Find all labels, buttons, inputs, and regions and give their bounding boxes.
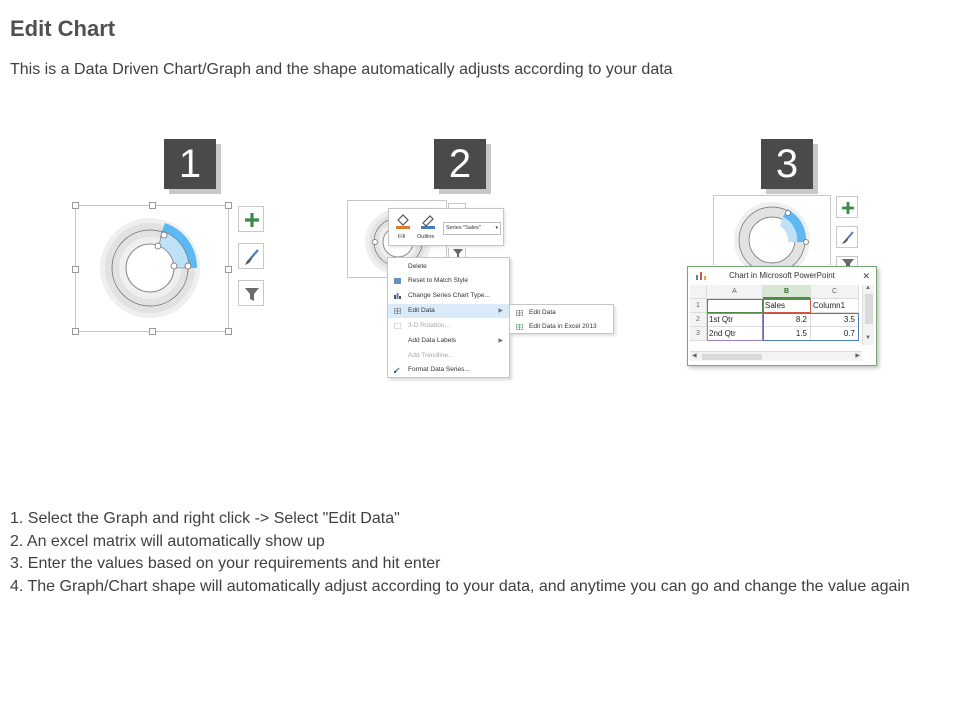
page-title: Edit Chart (10, 16, 116, 41)
selection-point[interactable] (161, 232, 167, 238)
scroll-left-icon[interactable]: ◀ (692, 353, 697, 359)
cell-b1[interactable]: Sales (763, 299, 811, 313)
submenu-arrow-icon: ▶ (498, 338, 503, 344)
cell-a1[interactable] (707, 299, 763, 313)
step-badge-2: 2 (434, 139, 486, 189)
resize-handle[interactable] (225, 266, 232, 273)
resize-handle[interactable] (149, 328, 156, 335)
edit-data-icon (516, 310, 523, 316)
excel-window (687, 266, 877, 366)
select-all-corner[interactable] (690, 285, 707, 299)
excel-icon (516, 324, 523, 330)
scrollbar-thumb[interactable] (702, 354, 762, 360)
row-header[interactable]: 3 (690, 327, 707, 341)
chart-elements-button[interactable] (238, 206, 264, 232)
resize-handle[interactable] (225, 328, 232, 335)
cell-a2[interactable]: 1st Qtr (707, 313, 763, 327)
scroll-right-icon[interactable]: ▶ (855, 353, 860, 359)
brush-icon (239, 244, 265, 270)
edit-data-submenu (509, 304, 614, 334)
menu-item-format-data-series[interactable]: Format Data Series... (388, 363, 509, 377)
doughnut-chart-1[interactable] (95, 213, 205, 323)
instruction-step: 4. The Graph/Chart shape will automatically adjust according to your data, and anytime you can go and change the value again (10, 577, 910, 595)
menu-item-delete[interactable]: Delete (408, 263, 427, 270)
horizontal-scrollbar[interactable] (690, 351, 862, 361)
instruction-step: 1. Select the Graph and right click -> Select "Edit Data" (10, 510, 400, 527)
menu-item-add-data-labels[interactable]: Add Data Labels ▶ (388, 334, 509, 348)
outline-label[interactable]: Outline (417, 234, 435, 240)
menu-item-reset-style[interactable]: Reset to Match Style (388, 274, 509, 288)
mini-toolbar (388, 208, 504, 246)
selection-point[interactable] (373, 240, 378, 245)
series-select[interactable] (443, 222, 501, 235)
submenu-item-edit-in-excel[interactable]: Edit Data in Excel 2013 (510, 320, 613, 334)
scroll-up-icon[interactable]: ▲ (865, 285, 871, 291)
chart-filters-button[interactable] (238, 280, 264, 306)
scroll-down-icon[interactable]: ▼ (865, 335, 871, 341)
excel-window-title: Chart in Microsoft PowerPoint (729, 271, 835, 280)
cell-b2[interactable]: 8.2 (763, 313, 811, 327)
reset-icon (394, 278, 401, 284)
filter-icon (239, 281, 265, 307)
submenu-arrow-icon: ▶ (498, 308, 503, 314)
doughnut-chart-3[interactable] (727, 200, 817, 266)
vertical-scrollbar[interactable] (862, 285, 874, 345)
resize-handle[interactable] (72, 202, 79, 209)
chart-styles-button[interactable] (836, 226, 858, 248)
step-badge-1: 1 (164, 139, 216, 189)
chart-filters-button[interactable] (836, 256, 858, 266)
selection-point[interactable] (786, 211, 791, 216)
selection-point[interactable] (185, 263, 191, 269)
close-icon[interactable]: ✕ (862, 271, 870, 281)
outline-pen-icon[interactable] (420, 213, 436, 229)
series-select-value: Series "Sales" (446, 225, 481, 231)
column-header-b[interactable]: B (763, 285, 811, 299)
submenu-item-edit-data[interactable]: Edit Data (510, 306, 613, 320)
selection-point[interactable] (804, 240, 809, 245)
row-header[interactable]: 2 (690, 313, 707, 327)
format-icon (394, 367, 401, 373)
selection-point[interactable] (155, 243, 161, 249)
menu-item-add-trendline[interactable]: Add Trendline... (408, 352, 454, 359)
chevron-down-icon: ▾ (495, 225, 498, 231)
menu-item-3d-rotation[interactable]: 3-D Rotation... (388, 319, 509, 333)
cell-c3[interactable]: 0.7 (811, 327, 859, 341)
step-badge-3: 3 (761, 139, 813, 189)
instruction-step: 3. Enter the values based on your requirements and hit enter (10, 555, 441, 573)
doughnut-hole (127, 245, 173, 291)
plus-icon (239, 207, 265, 233)
resize-handle[interactable] (225, 202, 232, 209)
resize-handle[interactable] (149, 202, 156, 209)
edit-data-icon (394, 308, 401, 314)
fill-label[interactable]: Fill (398, 234, 406, 240)
chart-type-icon (394, 293, 401, 299)
instructions (10, 508, 945, 598)
instruction-step: 2. An excel matrix will automatically show up (10, 532, 325, 550)
chart-styles-button[interactable] (238, 243, 264, 269)
cell-b3[interactable]: 1.5 (763, 327, 811, 341)
brush-icon (837, 227, 859, 249)
resize-handle[interactable] (72, 328, 79, 335)
menu-item-edit-data[interactable]: Edit Data ▶ (388, 304, 509, 318)
scrollbar-thumb[interactable] (865, 294, 873, 324)
cell-c1[interactable]: Column1 (811, 299, 859, 313)
column-header-c[interactable]: C (811, 285, 859, 299)
selection-point[interactable] (171, 263, 177, 269)
context-menu (387, 257, 510, 378)
plus-icon (837, 197, 859, 219)
rotation-icon (394, 323, 401, 329)
resize-handle[interactable] (72, 266, 79, 273)
menu-item-change-chart-type[interactable]: Change Series Chart Type... (388, 289, 509, 303)
fill-bucket-icon[interactable] (395, 213, 411, 229)
page-subtitle: This is a Data Driven Chart/Graph and the shape automatically adjusts according to your data (10, 61, 673, 78)
cell-a3[interactable]: 2nd Qtr (707, 327, 763, 341)
row-header[interactable]: 1 (690, 299, 707, 313)
chart-elements-button[interactable] (836, 196, 858, 218)
column-header-a[interactable]: A (707, 285, 763, 299)
cell-c2[interactable]: 3.5 (811, 313, 859, 327)
